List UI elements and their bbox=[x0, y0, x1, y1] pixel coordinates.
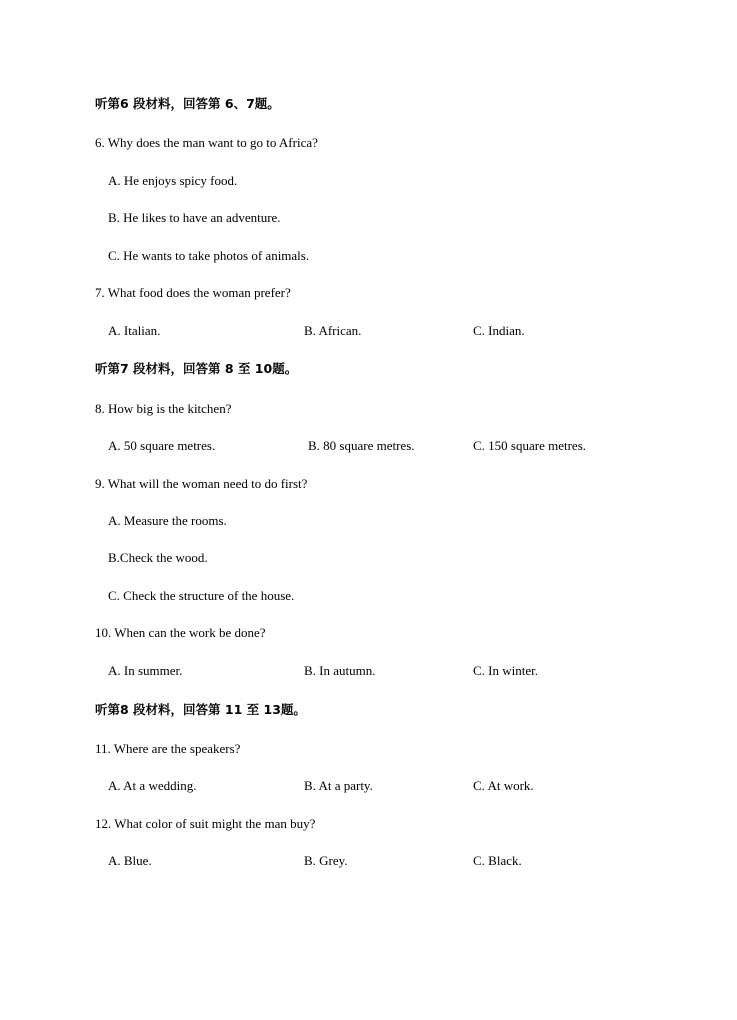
question-6-stem: 6. Why does the man want to go to Africa? bbox=[95, 135, 318, 150]
question-8-stem: 8. How big is the kitchen? bbox=[95, 401, 232, 416]
question-12-option-b: B. Grey. bbox=[304, 853, 348, 868]
question-9-option-b: B.Check the wood. bbox=[108, 550, 208, 565]
section-heading-2: 听第7 段材料，回答第 8 至 10题。 bbox=[95, 361, 298, 376]
question-7-stem: 7. What food does the woman prefer? bbox=[95, 285, 291, 300]
question-10-stem: 10. When can the work be done? bbox=[95, 625, 266, 640]
question-7-option-c: C. Indian. bbox=[473, 323, 525, 338]
question-10-option-b: B. In autumn. bbox=[304, 663, 376, 678]
question-9-option-a: A. Measure the rooms. bbox=[108, 513, 227, 528]
question-8-option-b: B. 80 square metres. bbox=[308, 438, 415, 453]
question-9-option-c: C. Check the structure of the house. bbox=[108, 588, 295, 603]
question-10-option-c: C. In winter. bbox=[473, 663, 538, 678]
question-8-option-a: A. 50 square metres. bbox=[108, 438, 216, 453]
question-6-option-c: C. He wants to take photos of animals. bbox=[108, 248, 310, 263]
section-heading-3: 听第8 段材料，回答第 11 至 13题。 bbox=[95, 702, 306, 717]
question-8-option-c: C. 150 square metres. bbox=[473, 438, 587, 453]
question-11-stem: 11. Where are the speakers? bbox=[95, 741, 241, 756]
section-heading-1: 听第6 段材料，回答第 6、7题。 bbox=[95, 96, 280, 111]
question-6-option-a: A. He enjoys spicy food. bbox=[108, 173, 238, 188]
question-10-option-a: A. In summer. bbox=[108, 663, 183, 678]
question-11-option-a: A. At a wedding. bbox=[108, 778, 197, 793]
question-7-option-a: A. Italian. bbox=[108, 323, 161, 338]
question-12-option-a: A. Blue. bbox=[108, 853, 152, 868]
question-12-option-c: C. Black. bbox=[473, 853, 522, 868]
question-7-option-b: B. African. bbox=[304, 323, 362, 338]
question-12-stem: 12. What color of suit might the man buy? bbox=[95, 816, 316, 831]
question-6-option-b: B. He likes to have an adventure. bbox=[108, 210, 281, 225]
question-9-stem: 9. What will the woman need to do first? bbox=[95, 476, 308, 491]
question-11-option-c: C. At work. bbox=[473, 778, 534, 793]
question-11-option-b: B. At a party. bbox=[304, 778, 373, 793]
